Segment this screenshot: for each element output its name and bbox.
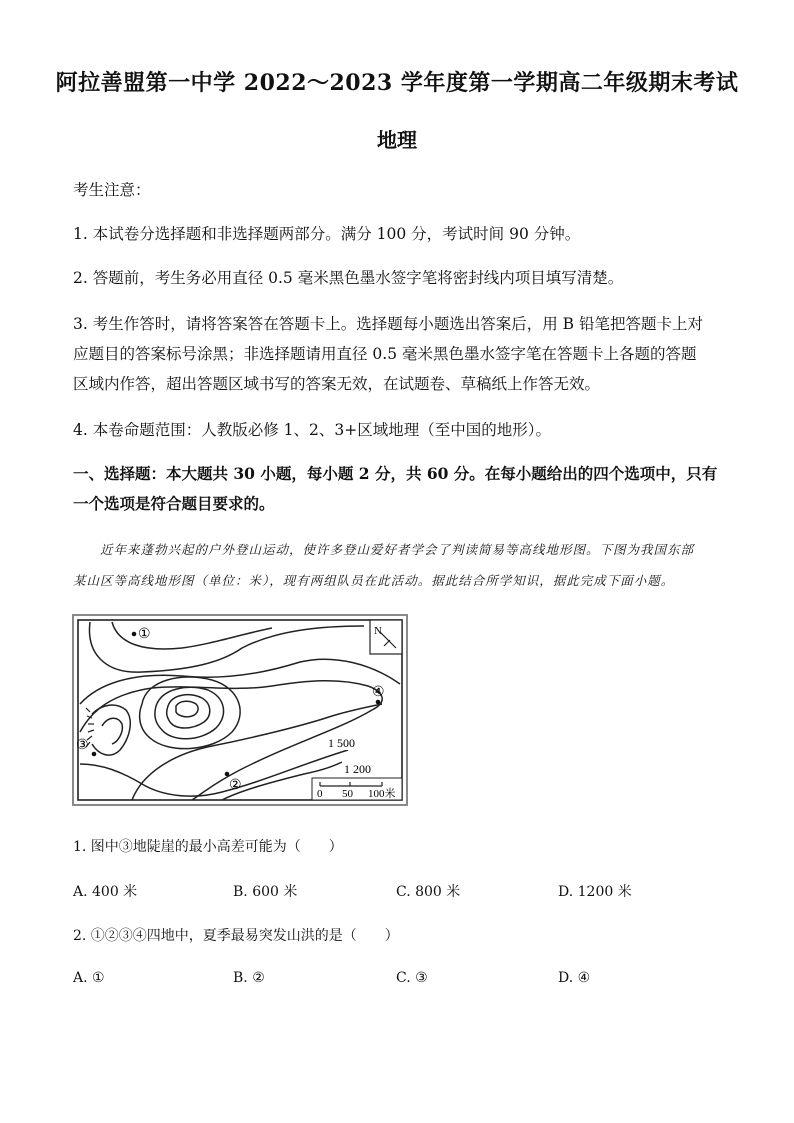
note-4: 4. 本卷命题范围：人教版必修 1、2、3+区域地理（至中国的地形）。: [73, 421, 551, 439]
scale-tick-100: 100米: [368, 788, 396, 800]
section-heading-line-1: 一、选择题：本大题共 30 小题，每小题 2 分，共 60 分。在每小题给出的四个选项中，只有: [73, 464, 718, 483]
question-2-option-c[interactable]: C. ③: [396, 970, 428, 986]
question-1-option-c[interactable]: C. 800 米: [396, 884, 461, 900]
scale-tick-50: 50: [342, 788, 353, 800]
scale-tick-0: 0: [317, 788, 323, 800]
point-4: [376, 700, 381, 705]
contour-label-1500: 1 500: [328, 736, 355, 750]
question-2-stem: 2. ①②③④四地中，夏季最易突发山洪的是（ ）: [73, 928, 399, 944]
point-2-label: ②: [229, 778, 242, 793]
point-2: [225, 772, 230, 777]
point-3: [92, 752, 97, 757]
question-1-stem: 1. 图中③地陡崖的最小高差可能为（ ）: [73, 839, 343, 855]
question-2-option-a[interactable]: A. ①: [73, 970, 105, 986]
question-2-option-d[interactable]: D. ④: [558, 970, 591, 986]
note-3-line-3: 区域内作答，超出答题区域书写的答案无效，在试题卷、草稿纸上作答无效。: [73, 375, 601, 393]
notes-heading: 考生注意：: [73, 181, 151, 199]
point-1-label: ①: [138, 627, 151, 642]
contour-map: [72, 614, 408, 806]
point-1: [132, 632, 137, 637]
point-3-label: ③: [76, 738, 89, 753]
point-4-label: ④: [372, 685, 385, 700]
exam-title: 阿拉善盟第一中学 2022～2023 学年度第一学期高二年级期末考试: [55, 70, 739, 96]
intro-line-2: 某山区等高线地形图（单位：米），现有两组队员在此活动。据此结合所学知识，据此完成下面小题。: [73, 573, 675, 588]
contour-label-1200: 1 200: [344, 762, 371, 776]
note-2: 2. 答题前，考生务必用直径 0.5 毫米黑色墨水签字笔将密封线内项目填写清楚。: [73, 269, 624, 287]
intro-line-1: 近年来蓬勃兴起的户外登山运动，使许多登山爱好者学会了判读简易等高线地形图。下图为我国东部: [100, 542, 695, 557]
question-2-option-b[interactable]: B. ②: [233, 970, 265, 986]
note-3-line-2: 应题目的答案标号涂黑；非选择题请用直径 0.5 毫米黑色墨水签字笔在答题卡上各题的答题: [73, 345, 697, 363]
subject-title: 地理: [377, 128, 417, 152]
question-1-option-a[interactable]: A. 400 米: [73, 884, 138, 900]
note-3-line-1: 3. 考生作答时，请将答案答在答题卡上。选择题每小题选出答案后，用 B 铅笔把答题卡上对: [73, 315, 703, 333]
question-1-option-d[interactable]: D. 1200 米: [558, 884, 632, 900]
note-1: 1. 本试卷分选择题和非选择题两部分。满分 100 分，考试时间 90 分钟。: [73, 225, 581, 243]
north-label: N: [374, 625, 382, 637]
contour-map-svg: [72, 614, 408, 806]
question-1-option-b[interactable]: B. 600 米: [233, 884, 298, 900]
section-heading-line-2: 一个选项是符合题目要求的。: [73, 494, 275, 513]
